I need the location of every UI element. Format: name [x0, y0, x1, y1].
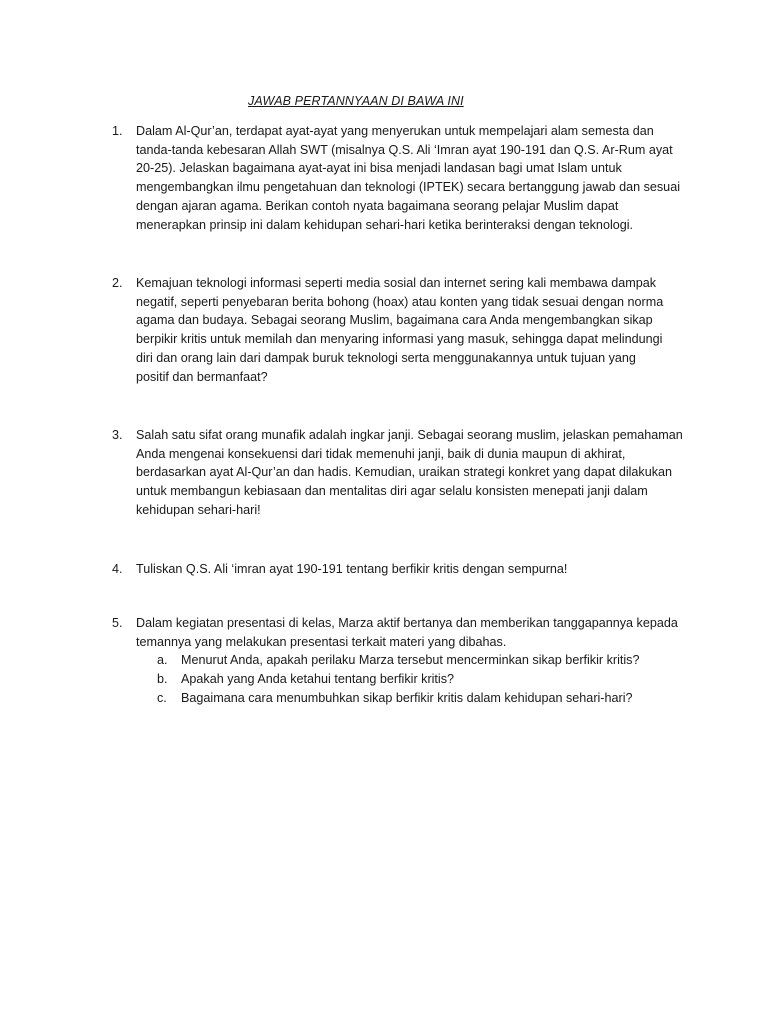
- question-number: 2.: [112, 276, 123, 290]
- question-text-line: kehidupan sehari-hari!: [136, 502, 261, 517]
- question-text-line: Dalam kegiatan presentasi di kelas, Marza aktif bertanya dan memberikan tanggapannya kepada: [136, 616, 678, 630]
- question-text-line: untuk membangun kebiasaan dan mentalitas diri agar selalu konsisten menepati janji dalam: [136, 484, 648, 499]
- sub-question-letter: b.: [157, 672, 168, 687]
- question-2: [112, 274, 682, 386]
- question-number: 3.: [112, 428, 123, 442]
- question-text-line: tanda-tanda kebesaran Allah SWT (misalnya Q.S. Ali ‘Imran ayat 190-191 dan Q.S. Ar-Rum ayat: [136, 142, 673, 157]
- question-text-line: positif dan bermanfaat?: [136, 369, 268, 384]
- question-text-line: berdasarkan ayat Al-Qur’an dan hadis. Kemudian, uraikan strategi konkret yang dapat dilakukan: [136, 465, 673, 480]
- question-text-line: agama dan budaya. Sebagai seorang Muslim, bagaimana cara Anda mengembangkan sikap: [136, 313, 653, 328]
- sub-question-b: [157, 670, 682, 689]
- question-text-line: Anda mengenai konsekuensi dari tidak memenuhi janji, baik di dunia maupun di akhirat,: [136, 446, 626, 461]
- question-text-line: berpikir kritis untuk memilah dan menyaring informasi yang masuk, sehingga dapat melindungi: [136, 332, 663, 347]
- sub-question-text: Menurut Anda, apakah perilaku Marza tersebut mencerminkan sikap berfikir kritis?: [181, 653, 640, 668]
- question-text-line: menerapkan prinsip ini dalam kehidupan sehari-hari ketika berinteraksi dengan teknologi.: [136, 217, 634, 232]
- question-number: 5.: [112, 616, 123, 630]
- question-4: [112, 560, 682, 579]
- sub-question-text: Apakah yang Anda ketahui tentang berfikir kritis?: [181, 672, 455, 687]
- question-text-line: Kemajuan teknologi informasi seperti media sosial dan internet sering kali membawa dampak: [136, 276, 657, 290]
- question-text-line: Dalam Al-Qur’an, terdapat ayat-ayat yang menyerukan untuk mempelajari alam semesta dan: [136, 124, 654, 138]
- question-text-line: temannya yang melakukan presentasi terkait materi yang dibahas.: [136, 634, 507, 649]
- sub-question-text: Bagaimana cara menumbuhkan sikap berfikir kritis dalam kehidupan sehari-hari?: [181, 690, 633, 705]
- sub-question-letter: a.: [157, 653, 168, 668]
- sub-question-letter: c.: [157, 690, 167, 705]
- question-number: 1.: [112, 124, 123, 138]
- question-text-line: Tuliskan Q.S. Ali ‘imran ayat 190-191 tentang berfikir kritis dengan sempurna!: [136, 562, 568, 576]
- page-title: JAWAB PERTANNYAAN DI BAWA INI: [248, 94, 464, 108]
- question-1: [112, 122, 682, 234]
- question-text-line: diri dan orang lain dari dampak buruk teknologi serta menggunakannya untuk tujuan yang: [136, 350, 636, 365]
- sub-question-c: [157, 689, 682, 708]
- question-text-line: dengan ajaran agama. Berikan contoh nyata bagaimana seorang pelajar Muslim dapat: [136, 198, 619, 213]
- question-5: [112, 614, 682, 708]
- sub-question-a: [157, 651, 682, 670]
- question-text-line: 20-25). Jelaskan bagaimana ayat-ayat ini bisa menjadi landasan bagi umat Islam untuk: [136, 161, 622, 176]
- question-text-line: mengembangkan ilmu pengetahuan dan teknologi (IPTEK) secara bertanggung jawab dan sesuai: [136, 180, 680, 195]
- question-text-line: negatif, seperti penyebaran berita bohong (hoax) atau konten yang tidak sesuai dengan norma: [136, 294, 664, 309]
- question-3: [112, 426, 682, 520]
- question-text-line: Salah satu sifat orang munafik adalah ingkar janji. Sebagai seorang muslim, jelaskan pemahaman: [136, 428, 683, 442]
- question-number: 4.: [112, 562, 123, 576]
